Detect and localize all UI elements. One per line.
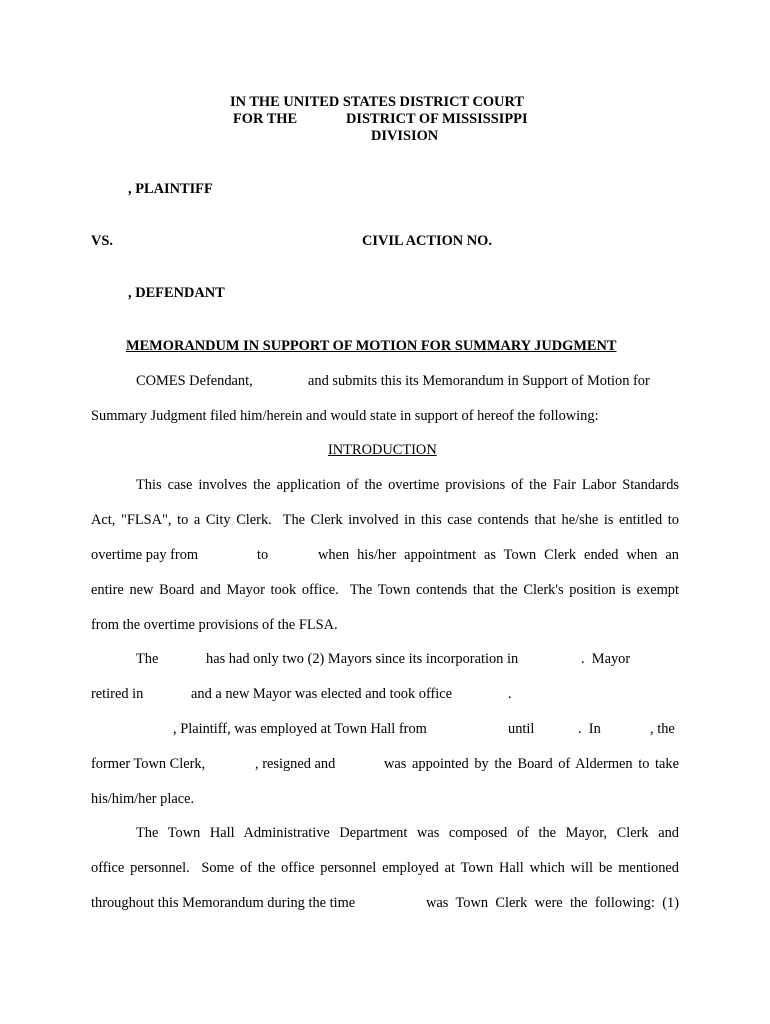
p4-line1-c: . In: [578, 721, 601, 737]
p5-line1: The Town Hall Administrative Department was composed of the Mayor, Clerk and: [136, 825, 679, 841]
introduction-heading: INTRODUCTION: [328, 442, 437, 458]
p4-line1-d: , the: [650, 721, 675, 737]
p1-line2: Summary Judgment filed him/herein and would state in support of hereof the following:: [91, 408, 599, 424]
p3-line1-c: . Mayor: [581, 651, 631, 667]
p2-line3-a: overtime pay from: [91, 547, 199, 563]
p5-line3-b: was Town Clerk were the following: (1): [426, 895, 679, 911]
p4-line2-c: was appointed by the Board of Aldermen to take: [384, 756, 679, 772]
p3-line2-a: retired in: [91, 686, 144, 702]
p5-line2: office personnel. Some of the office personnel employed at Town Hall which will be mentioned: [91, 860, 679, 876]
p2-line1: This case involves the application of the overtime provisions of the Fair Labor Standards: [136, 477, 679, 493]
civil-action-label: CIVIL ACTION NO.: [362, 233, 492, 249]
p2-line4: entire new Board and Mayor took office. The Town contends that the Clerk's position is exempt: [91, 582, 679, 598]
p1-line1-b: and submits this its Memorandum in Support of Motion for: [308, 373, 650, 389]
p4-line1-b: until: [508, 721, 535, 737]
p2-line3-c: when his/her appointment as Town Clerk ended when an: [318, 547, 679, 563]
defendant-label: , DEFENDANT: [128, 285, 225, 301]
p4-line1-a: , Plaintiff, was employed at Town Hall from: [173, 721, 427, 737]
court-district-for-the: FOR THE: [233, 111, 298, 127]
p4-line2-a: former Town Clerk,: [91, 756, 206, 772]
court-name: IN THE UNITED STATES DISTRICT COURT: [230, 94, 524, 110]
p3-line1-a: The: [136, 651, 159, 667]
court-division: DIVISION: [371, 128, 439, 144]
p3-line2-b: and a new Mayor was elected and took office: [191, 686, 453, 702]
p4-line3: his/him/her place.: [91, 791, 195, 807]
p2-line3-b: to: [257, 547, 269, 563]
p3-line1-b: has had only two (2) Mayors since its incorporation in: [206, 651, 519, 667]
document-title: MEMORANDUM IN SUPPORT OF MOTION FOR SUMMARY JUDGMENT: [126, 338, 617, 354]
p2-line5: from the overtime provisions of the FLSA.: [91, 617, 338, 633]
versus-label: VS.: [91, 233, 113, 249]
court-district-name: DISTRICT OF MISSISSIPPI: [346, 111, 528, 127]
p3-line2-c: .: [508, 686, 512, 702]
p5-line3-a: throughout this Memorandum during the time: [91, 895, 356, 911]
p2-line2: Act, "FLSA", to a City Clerk. The Clerk involved in this case contends that he/she is entitled to: [91, 512, 679, 528]
p1-line1-a: COMES Defendant,: [136, 373, 253, 389]
p4-line2-b: , resigned and: [255, 756, 336, 772]
plaintiff-label: , PLAINTIFF: [128, 181, 213, 197]
